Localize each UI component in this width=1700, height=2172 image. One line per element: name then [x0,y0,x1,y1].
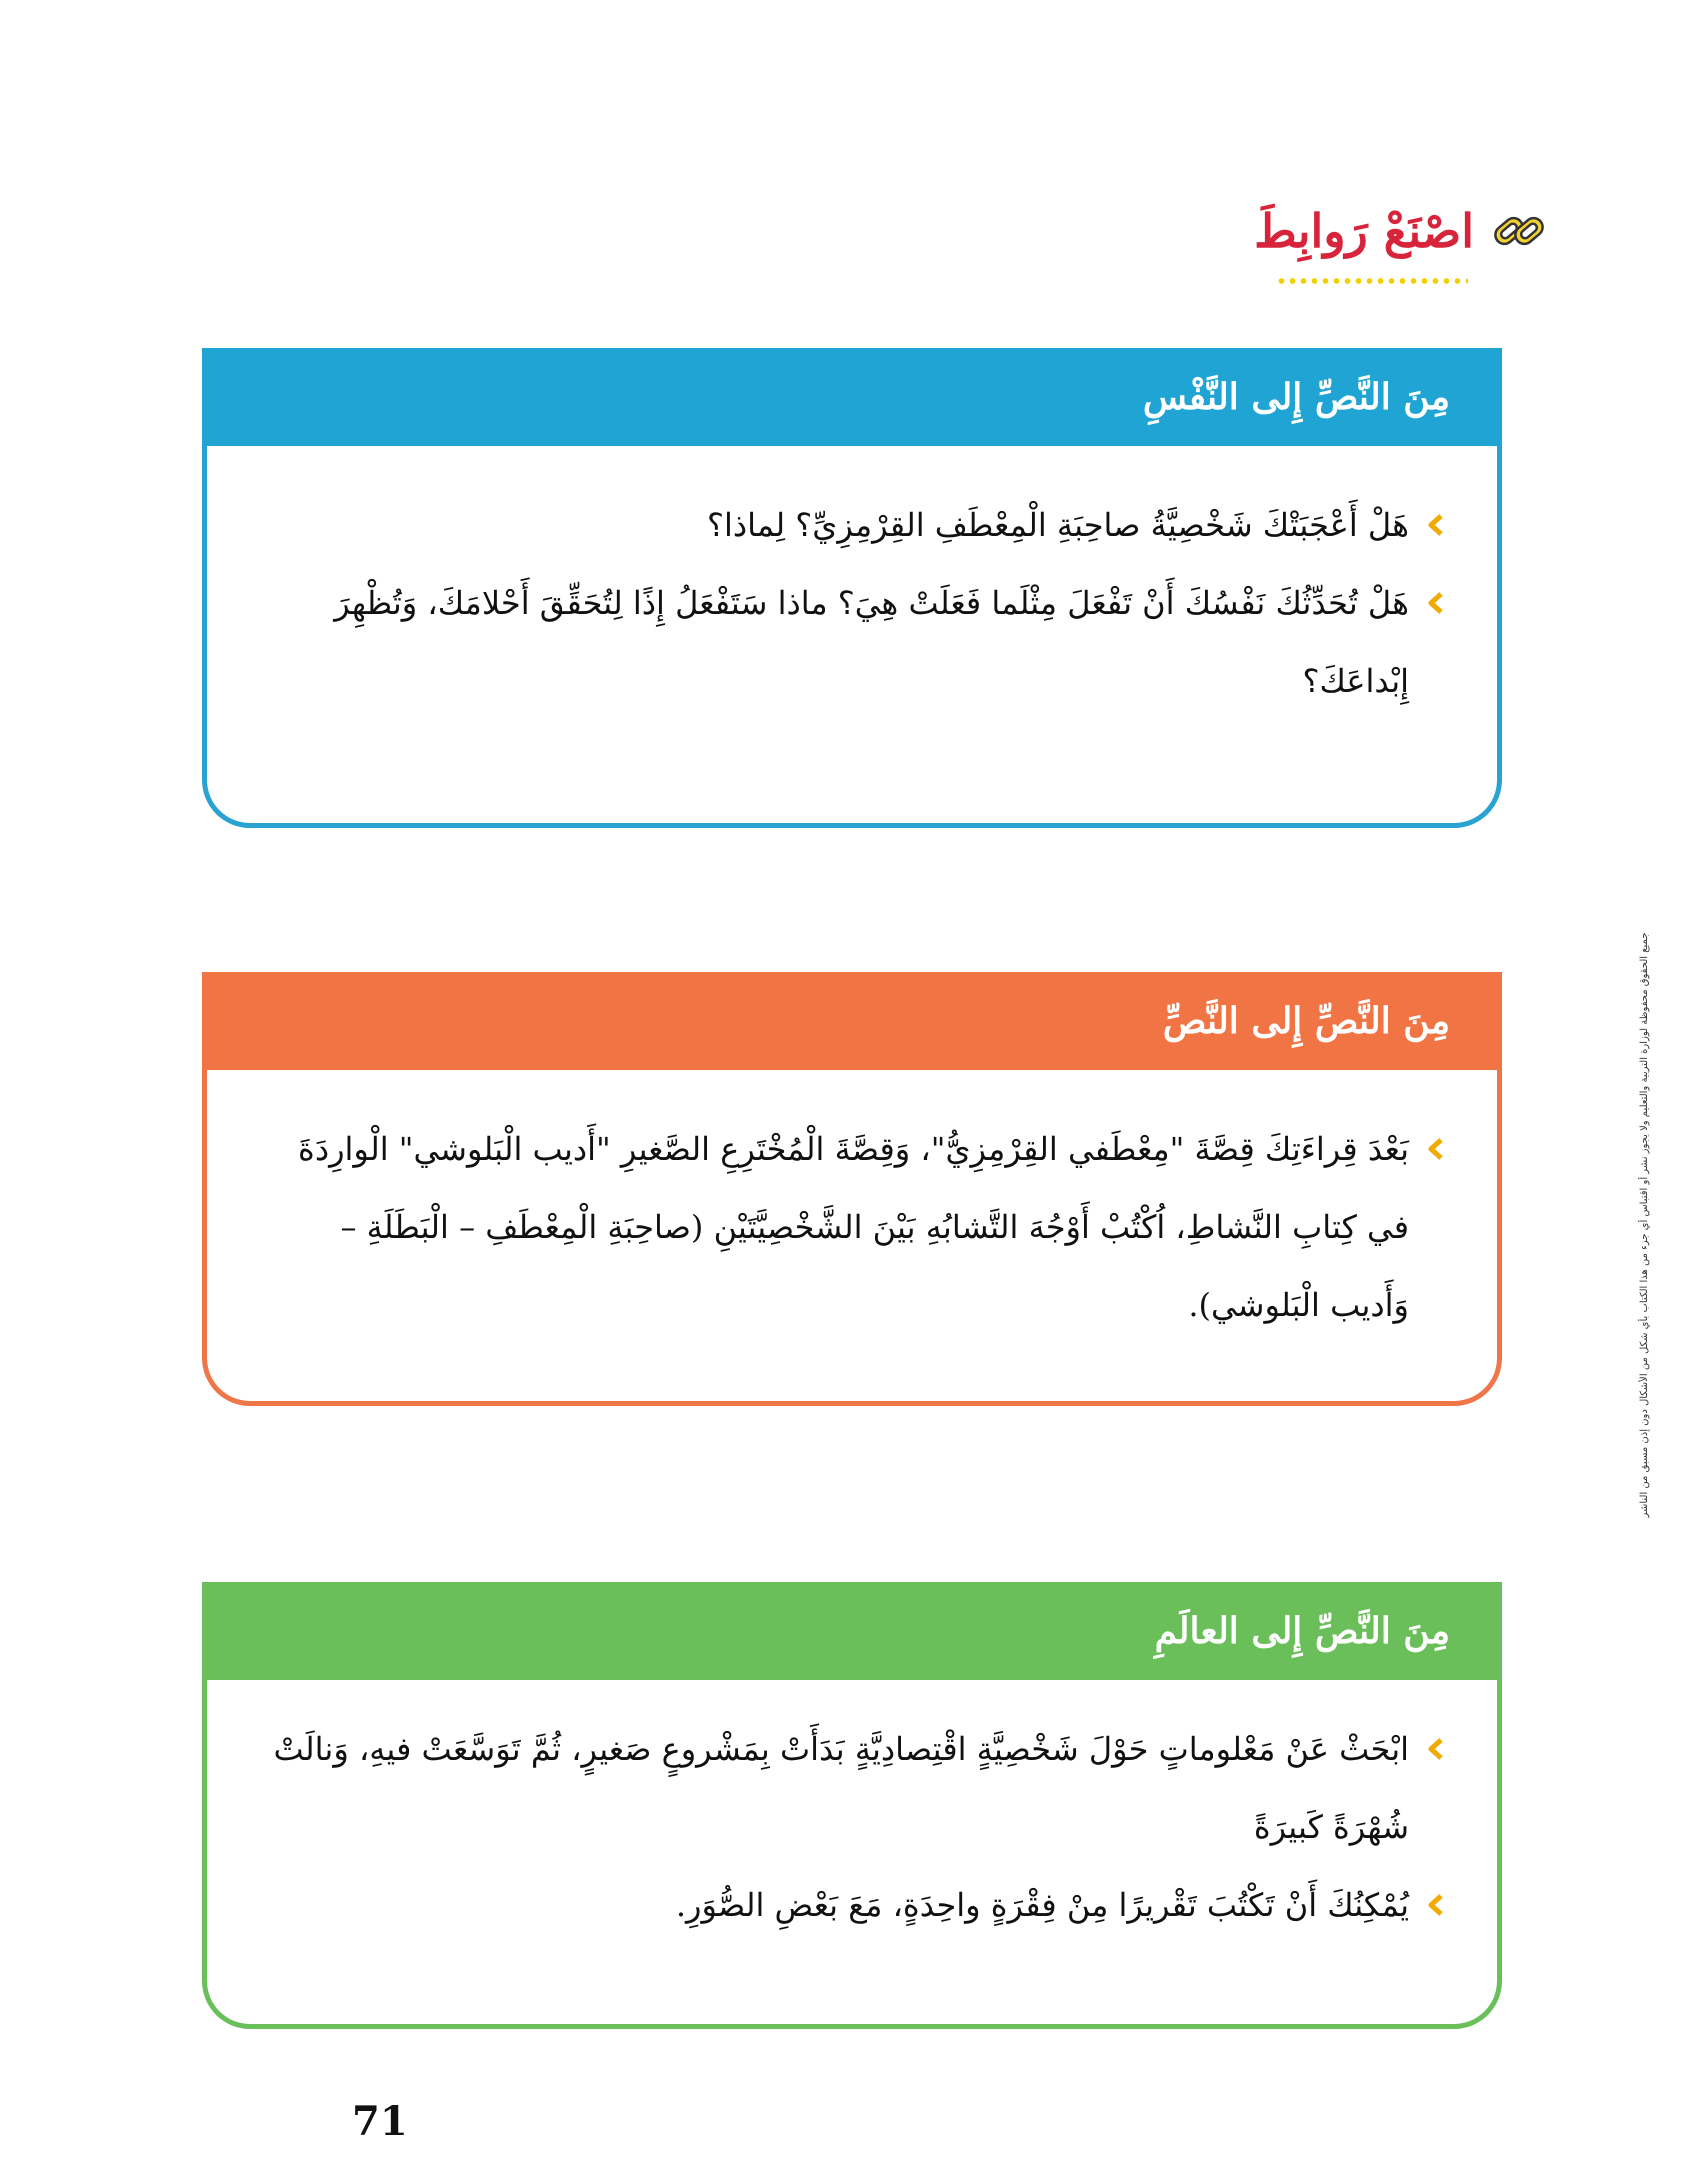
card-header [202,1582,1502,1680]
list-item [267,1110,1449,1344]
chevron-left-icon [1425,1737,1449,1761]
card-text-to-self [202,348,1502,828]
section-header [1254,200,1550,262]
item-text: ابْحَثْ عَنْ مَعْلوماتٍ حَوْلَ شَخْصِيَّةٍ اقْتِصادِيَّةٍ بَدَأَتْ بِمَشْروعٍ صَغيرٍ، ثُمَّ تَوَسَّعَتْ فيهِ، وَنالَتْ شُهْرَةً كَبيرَةً [273,1730,1409,1846]
item-text: هَلْ أَعْجَبَتْكَ شَخْصِيَّةُ صاحِبَةِ الْمِعْطَفِ القِرْمِزِيِّ؟ لِماذا؟ [707,506,1409,544]
chevron-left-icon [1425,1893,1449,1917]
chain-link-icon [1488,200,1550,262]
card-body [207,446,1497,720]
list-item [267,1866,1449,1944]
item-text: يُمْكِنُكَ أَنْ تَكْتُبَ تَقْريرًا مِنْ فِقْرَةٍ واحِدَةٍ، مَعَ بَعْضِ الصُّوَرِ. [675,1886,1409,1924]
chevron-left-icon [1425,513,1449,537]
card-heading: مِنَ النَّصِّ إِلى النَّصِّ [1162,1000,1450,1042]
list-item [267,1710,1449,1866]
card-text-to-text [202,972,1502,1406]
item-text: هَلْ تُحَدِّثُكَ نَفْسُكَ أَنْ تَفْعَلَ مِثْلَما فَعَلَتْ هِيَ؟ ماذا سَتَفْعَلُ إِذًا لِتُحَقِّقَ أَحْلامَكَ، وَتُظْهِرَ إِبْداعَكَ؟ [334,584,1409,700]
chevron-left-icon [1425,1137,1449,1161]
card-header [202,348,1502,446]
title-underline [1276,278,1468,284]
card-heading: مِنَ النَّصِّ إِلى العالَمِ [1154,1610,1450,1652]
card-body [207,1680,1497,1944]
chevron-left-icon [1425,591,1449,615]
section-title: اصْنَعْ رَوابِطَ [1254,204,1474,258]
list-item [267,564,1449,720]
item-text: بَعْدَ قِراءَتِكَ قِصَّةَ "مِعْطَفي القِرْمِزِيُّ"، وَقِصَّةَ الْمُخْتَرِعِ الصَّغيرِ "أَديب الْبَلوشي" الْوارِدَةَ في كِتابِ النَّشاطِ، اُكْتُبْ أَوْجُهَ التَّشابُهِ بَيْنَ الشَّخْصِيَّتَيْنِ (صاحِبَةِ الْمِعْطَفِ – الْبَطَلَةِ – وَأَديب الْبَلوشي). [298,1130,1409,1324]
copyright-note [1638,560,1652,1890]
card-body [207,1070,1497,1344]
card-header [202,972,1502,1070]
card-text-to-world [202,1582,1502,2029]
card-heading: مِنَ النَّصِّ إِلى النَّفْسِ [1142,376,1450,418]
page-number: 71 [352,2098,408,2145]
copyright-text: جميع الحقوق محفوظة لوزارة التربية والتعليم ولا يجوز نشر أو اقتباس أي جزء من هذا الكتاب بأي شكل من الأشكال دون إذن مسبق من الناشر [1639,932,1650,1518]
list-item [267,486,1449,564]
